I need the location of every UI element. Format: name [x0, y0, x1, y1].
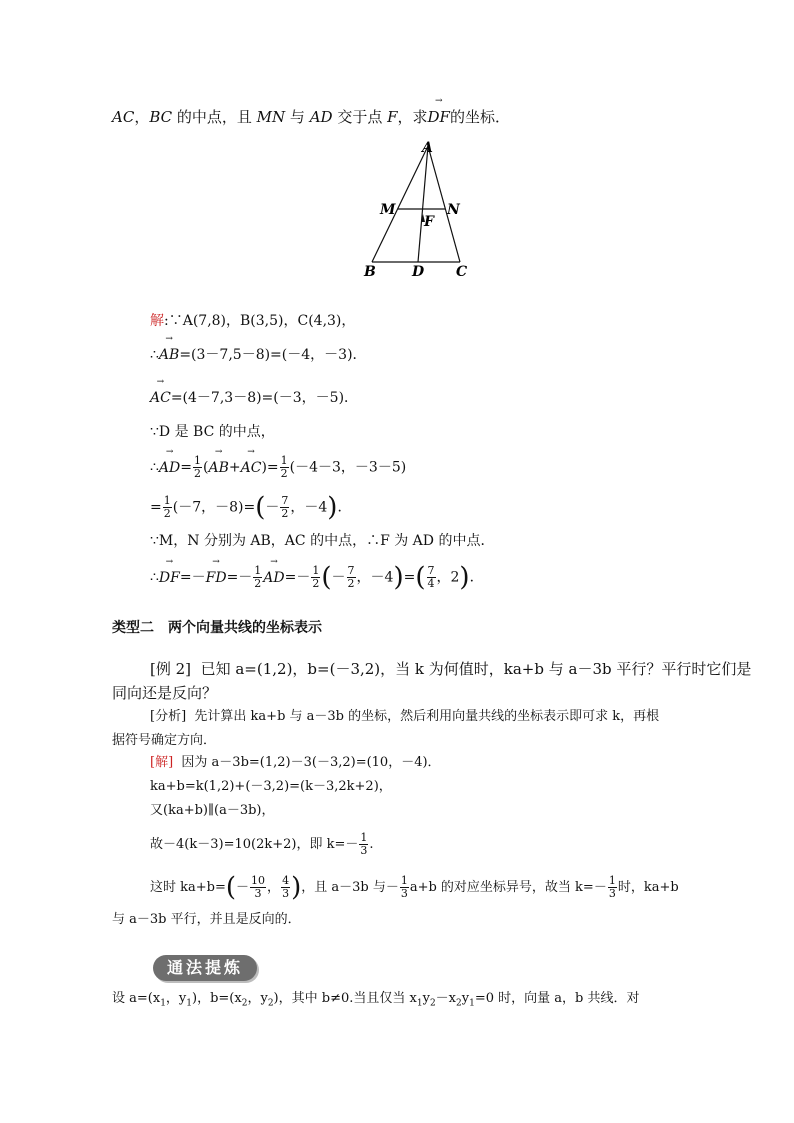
numerator: 10	[251, 874, 266, 887]
period: ．	[469, 569, 484, 586]
vector-ab: → AB	[159, 345, 179, 365]
summary-seg: )，其中 b≠0.当且仅当 x	[273, 991, 417, 1006]
subscript: 1	[469, 998, 475, 1009]
midpoint-d: ∵D 是 BC 的中点，	[150, 424, 275, 440]
method-summary-badge: 通法提炼	[153, 955, 257, 981]
summary-seg: =0 时，向量 a，b 共线．对	[474, 991, 640, 1006]
fraction-half	[193, 455, 202, 480]
text-find: ，求	[397, 108, 428, 126]
solution2-step5-mid2: a+b 的对应坐标异号，故当 k=－	[409, 880, 607, 895]
solution2-step5-mid: ，且 a－3b 与－	[301, 880, 399, 895]
numerator: 1	[280, 454, 288, 467]
big-paren-open: (	[415, 562, 426, 593]
vector-df: → DF	[159, 568, 180, 588]
numerator: 1	[608, 874, 616, 887]
subscript: 2	[456, 998, 462, 1009]
solution2-line-2	[150, 777, 392, 797]
equals-minus: =－	[284, 569, 311, 586]
numerator: 1	[360, 831, 368, 844]
triangle-figure	[360, 138, 480, 283]
fraction-half	[253, 565, 262, 590]
vector-ab: → AB	[208, 458, 228, 478]
result-df-y: ，2	[436, 569, 460, 586]
example2-question-line-1	[150, 659, 751, 679]
solution-line-5	[150, 455, 406, 480]
equals: =	[180, 459, 192, 476]
label-c: C	[456, 264, 468, 280]
result-y: ，－4	[290, 499, 328, 516]
numerator: 7	[281, 494, 289, 507]
analysis-tag: [分析]	[150, 709, 187, 724]
fraction-half	[311, 565, 320, 590]
subscript: 1	[416, 998, 423, 1009]
solution2-line-6	[112, 910, 301, 930]
ab-coords: =(3－7,5－8)=(－4，－3)．	[179, 347, 367, 363]
summary-seg: ，y	[165, 991, 187, 1006]
minus: －	[265, 499, 280, 516]
denominator: 3	[282, 887, 290, 900]
summary-seg: y	[461, 991, 470, 1006]
label-b: B	[364, 264, 376, 280]
denominator: 2	[347, 577, 355, 590]
plus: +	[228, 459, 241, 476]
big-paren-close: )	[393, 562, 404, 593]
solution2-step5-end: 时，ka+b	[617, 880, 679, 895]
fraction-half	[280, 455, 289, 480]
big-paren-open: (	[321, 562, 332, 593]
solution2-step5: 这时 ka+b=	[150, 880, 226, 895]
fraction-one-third	[400, 875, 409, 900]
subscript: 1	[160, 998, 166, 1009]
numerator: 1	[163, 494, 171, 507]
problem-statement-tail	[112, 107, 510, 127]
solution2-line-3	[150, 801, 274, 821]
solution2-conclusion: 与 a－3b 平行，并且是反向的．	[112, 912, 301, 927]
solution2-line-1	[150, 753, 441, 773]
subscript: 2	[241, 998, 248, 1009]
numerator: 1	[194, 454, 201, 467]
denominator: 2	[194, 467, 201, 480]
section-title: 类型二 两个向量共线的坐标表示	[112, 620, 322, 636]
solution2-step3: 又(ka+b)∥(a－3b)，	[150, 803, 275, 818]
analysis-line-1	[150, 707, 659, 727]
label-n: N	[447, 202, 460, 218]
big-paren-open: (	[255, 492, 266, 523]
text-comma: ，	[134, 108, 150, 126]
minus: －	[236, 880, 250, 895]
example-tag: [例 2]	[150, 660, 192, 678]
fraction-seven-halves	[347, 565, 356, 590]
vector-df: → DF	[428, 107, 450, 127]
sum-coords: (－4－3，－3－5)	[289, 459, 407, 476]
subscript: 2	[429, 998, 436, 1009]
equals: =	[150, 499, 162, 516]
solution2-line-4	[150, 832, 374, 857]
therefore-symbol: ∴	[150, 569, 159, 586]
therefore-symbol: ∴	[150, 459, 159, 476]
denominator: 2	[163, 507, 171, 520]
subscript: 2	[267, 998, 274, 1009]
fraction-seven-halves	[280, 495, 289, 520]
analysis-line-2	[112, 731, 216, 751]
equals: =	[403, 569, 416, 586]
period: .	[369, 837, 374, 852]
result-y: ，－4	[356, 569, 394, 586]
big-paren-open: (	[225, 872, 237, 903]
solution-line-3	[150, 388, 358, 408]
big-paren-close: )	[327, 492, 338, 523]
ac-coords: =(4－7,3－8)=(－3，－5)．	[170, 390, 359, 406]
paren-open: (	[203, 459, 209, 476]
vector-ad: → AD	[263, 568, 284, 588]
fraction-four-thirds	[281, 875, 290, 900]
summary-seg: )，b=(x	[192, 991, 242, 1006]
numerator: 7	[347, 564, 355, 577]
solution2-step2: ka+b=k(1,2)+(－3,2)=(k－3,2k+2)，	[150, 779, 392, 794]
text-ad: AD	[309, 108, 333, 126]
equals-minus: =－	[179, 569, 206, 586]
vector-ad: → AD	[159, 458, 180, 478]
vector-ac: → AC	[150, 388, 171, 408]
solution2-tag: [解]	[150, 755, 174, 770]
text-and: 与	[285, 108, 310, 126]
example-question: 已知 a=(1,2)，b=(－3,2)，当 k 为何值时，ka+b 与 a－3b 平行？平行时它们是	[200, 660, 752, 678]
fraction-one-third	[359, 832, 368, 857]
analysis-text-cont: 据符号确定方向．	[112, 733, 217, 748]
section-heading	[112, 618, 322, 638]
subscript: 1	[186, 998, 193, 1009]
summary-seg: y	[422, 991, 430, 1006]
denominator: 2	[254, 577, 262, 590]
analysis-text: 先计算出 ka+b 与 a－3b 的坐标，然后利用向量共线的坐标表示即可求 k，再根	[194, 709, 660, 724]
label-d: D	[412, 264, 425, 280]
label-a: A	[422, 140, 433, 156]
paren-close: )=	[261, 459, 279, 476]
text-meet: 交于点	[332, 108, 388, 126]
vector-fd: → FD	[206, 568, 227, 588]
solution-label: 解	[150, 313, 164, 329]
equals-minus: =－	[226, 569, 253, 586]
summary-seg: －x	[435, 991, 457, 1006]
solution-line-8	[150, 562, 484, 593]
denominator: 3	[360, 844, 368, 857]
example2-question-line-2	[112, 683, 217, 703]
denominator: 2	[280, 467, 288, 480]
text-mn: MN	[256, 108, 286, 126]
text-f: F	[387, 108, 398, 126]
solution2-step4: 故－4(k－3)=10(2k+2)，即 k=－	[150, 837, 359, 852]
fraction-ten-thirds	[250, 875, 266, 900]
text-midpoint: 的中点，且	[172, 108, 257, 126]
solution-line-4	[150, 422, 275, 442]
fraction-seven-quarters	[427, 565, 436, 590]
text-ac: AC	[112, 108, 135, 126]
summary-text	[112, 989, 639, 1014]
denominator: 3	[608, 887, 616, 900]
summary-seg: 设 a=(x	[112, 991, 161, 1006]
solution-line-6	[150, 492, 352, 523]
minus: －	[331, 569, 346, 586]
solution2-line-5	[150, 872, 679, 903]
vector-ac: → AC	[241, 458, 262, 478]
numerator: 4	[282, 874, 290, 887]
denominator: 2	[281, 507, 289, 520]
solution-line-7	[150, 531, 494, 551]
midpoint-f: ∵M，N 分别为 AB，AC 的中点，∴F 为 AD 的中点．	[150, 533, 495, 549]
numerator: 7	[427, 564, 435, 577]
fraction-one-third	[608, 875, 617, 900]
summary-seg: ，y	[247, 991, 268, 1006]
denominator: 4	[427, 577, 435, 590]
period: ．	[337, 499, 352, 516]
example-question-cont: 同向还是反向？	[112, 684, 218, 702]
solution-line-1	[150, 311, 355, 331]
solution-given-points: :∵A(7,8)，B(3,5)，C(4,3)，	[164, 313, 356, 329]
therefore-symbol: ∴	[150, 347, 159, 363]
comma: ，	[267, 880, 281, 895]
denominator: 3	[400, 887, 408, 900]
solution-line-2	[150, 345, 367, 365]
numerator: 1	[254, 564, 262, 577]
fraction-half	[163, 495, 172, 520]
denominator: 2	[312, 577, 320, 590]
label-m: M	[380, 202, 396, 218]
numerator: 1	[400, 874, 408, 887]
half-coords: (－7，－8)=	[172, 499, 256, 516]
big-paren-close: )	[291, 872, 302, 903]
solution2-step1: 因为 a－3b=(1,2)－3(－3,2)=(10，－4)．	[181, 755, 441, 770]
label-f: F	[424, 214, 434, 230]
big-paren-close: )	[459, 562, 470, 593]
numerator: 1	[312, 564, 320, 577]
text-coords: 的坐标．	[449, 108, 510, 126]
text-bc: BC	[149, 108, 173, 126]
denominator: 3	[254, 887, 262, 900]
